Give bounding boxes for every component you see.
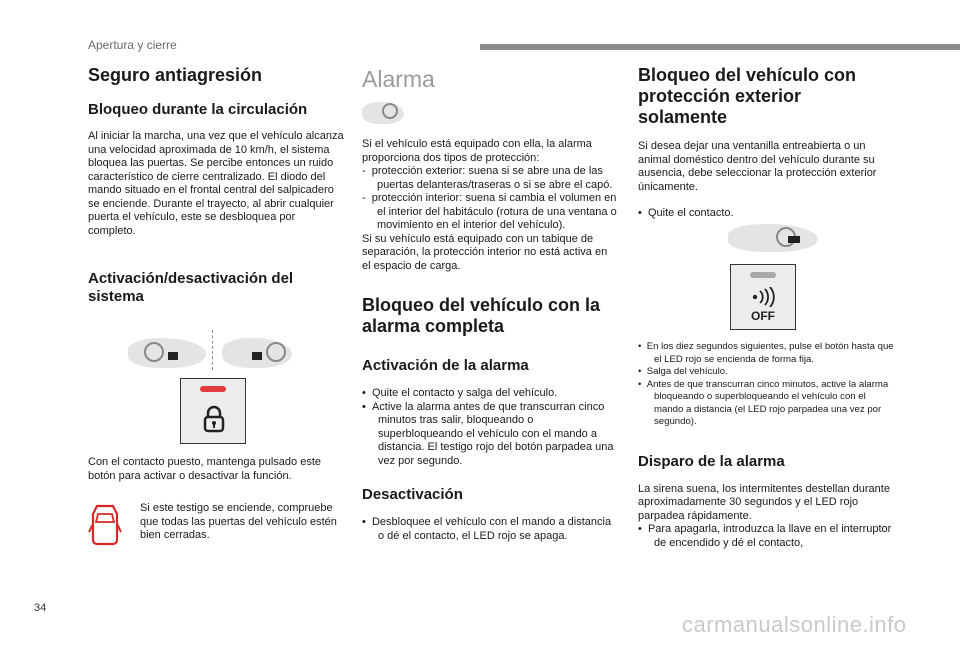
text-ext-intro: Si desea dejar una ventanilla entreabierta o un animal doméstico dentro del vehículo durante su ausencia, debe seleccionar la protección exterior únicamente. (638, 140, 877, 193)
text-act-1: • Quite el contacto y salga del vehículo. (362, 387, 558, 399)
text-ext-3: • Salga del vehículo. (638, 366, 728, 377)
heading-disparo: Disparo de la alarma (638, 452, 785, 470)
alarm-off-button (730, 264, 796, 330)
led-indicator (200, 386, 226, 392)
lock-button (180, 378, 246, 444)
ext-steps (638, 341, 894, 550)
button-marker (168, 352, 178, 360)
title-seguro: Seguro antiagresión (88, 65, 263, 85)
text-proteccion-exterior: - protección exterior: suena si se abre una de las puertas delanteras/traseras o si se abre el capó. (362, 165, 613, 191)
text-deact: • Desbloquee el vehículo con el mando a distancia o dé el contacto, el LED rojo se apaga. (362, 516, 612, 542)
text-disparo-step: • Para apagarla, introduzca la llave en el interruptor de encendido y dé el contacto, (638, 523, 892, 549)
divider (212, 330, 213, 370)
dashboard-left (128, 338, 206, 368)
heading-circulacion: Bloqueo durante la circulación (88, 101, 308, 118)
heading-activacion-alarma: Activación de la alarma (362, 357, 529, 374)
figure-dashboard-small (362, 100, 406, 130)
button-marker (788, 236, 800, 243)
text-disparo: La sirena suena, los intermitentes destellan durante aproximadamente 30 segundos y el LED rojo parpadea rápidamente. (638, 482, 890, 522)
heading-activacion: Activación/desactivación del sistema (88, 270, 294, 305)
text-ext-4: • Antes de que transcurran cinco minutos, active la alarma bloqueando o superbloqueando el vehículo con el mando a distancia (el LED rojo parpadea una vez por segundo). (638, 378, 889, 427)
title-alarma: Alarma (362, 66, 435, 92)
text-alarma-intro: Si el vehículo está equipado con ella, la alarma proporciona dos tipos de protección: (362, 138, 592, 164)
column-seguro (88, 65, 344, 306)
watermark: carmanualsonline.info (682, 612, 907, 637)
column-proteccion-exterior (638, 65, 894, 221)
page-number: 34 (34, 602, 47, 614)
text-proteccion-interior: - protección interior: suena si cambia el volumen en el interior del habitáculo (rotura de una ventana o movimiento en el interior del vehículo). (362, 192, 617, 231)
title-bloqueo-completo: Bloqueo del vehículo con la alarma completa (362, 295, 601, 336)
text-tabique: Si su vehículo está equipado con un tabique de separación, la protección interior no está activa en el espacio de carga. (362, 232, 608, 272)
steering-wheel-icon (382, 103, 398, 119)
dashboard-top (728, 224, 818, 252)
text-ext-1: • Quite el contacto. (638, 207, 734, 219)
alarm-waves-icon (751, 287, 779, 307)
text-ext-2: • En los diez segundos siguientes, pulse el botón hasta que el LED rojo se encienda de forma fija. (638, 341, 894, 365)
title-proteccion-exterior: Bloqueo del vehículo con protección exterior solamente (638, 65, 857, 127)
header-bar (480, 44, 960, 50)
text-circulacion: Al iniciar la marcha, una vez que el vehículo alcanza una velocidad aproximada de 10 km/h, el sistema bloquea las puertas. Se percibe entonces un ruido característico de cierre centralizado. El diodo del mando situado en el frontal central del salpicadero se enciende. Durante el trayecto, al abrir cualquier puerta el vehículo, este se desbloquea por completo. (88, 130, 344, 237)
figure-lock-button (118, 330, 298, 450)
figure-off-button (728, 224, 824, 334)
text-activacion: Con el contacto puesto, mantenga pulsado este botón para activar o desactivar la función. (88, 456, 321, 482)
steering-wheel-icon (144, 342, 164, 362)
text-warning: Si este testigo se enciende, compruebe que todas las puertas del vehículo estén bien cerradas. (140, 502, 337, 541)
off-label: OFF (751, 309, 775, 323)
text-act-2: • Active la alarma antes de que transcurran cinco minutos tras salir, bloqueando o superbloqueando el vehículo con el mando a distancia. El testigo rojo del botón parpadea una vez por segundo. (362, 400, 614, 467)
heading-desactivacion: Desactivación (362, 486, 463, 503)
section-header: Apertura y cierre (88, 38, 177, 52)
alarma-body (362, 138, 618, 543)
button-marker (252, 352, 262, 360)
column-alarma (362, 65, 618, 93)
door-open-warning-icon (88, 502, 122, 546)
led-indicator (750, 272, 776, 278)
padlock-icon (203, 405, 225, 433)
steering-wheel-icon (266, 342, 286, 362)
